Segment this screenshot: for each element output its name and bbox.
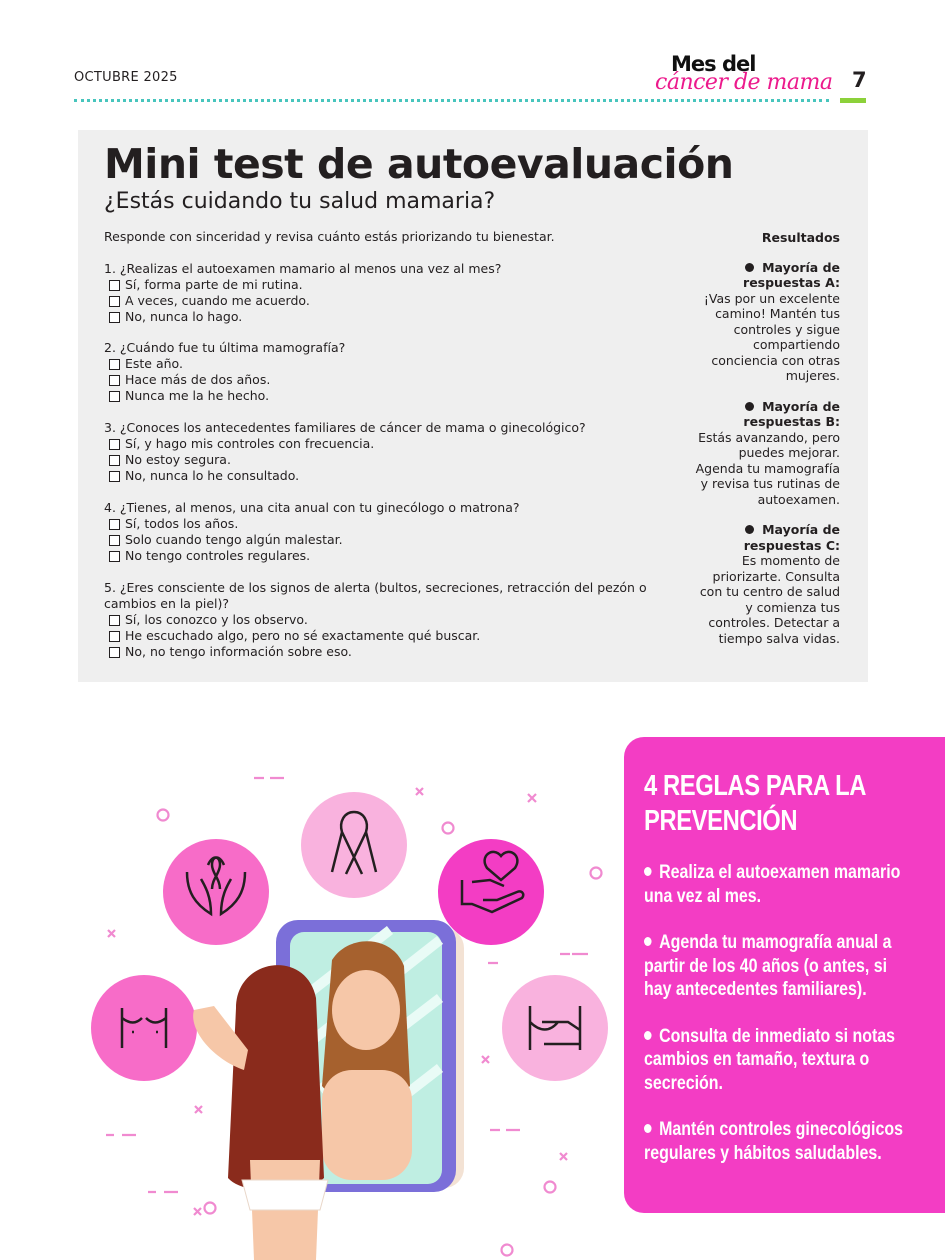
answer-option[interactable]	[104, 452, 654, 468]
checkbox-icon[interactable]	[109, 615, 120, 626]
checkbox-icon[interactable]	[109, 519, 120, 530]
checkbox-icon[interactable]	[109, 375, 120, 386]
bullet-icon	[644, 867, 652, 876]
option-label: No, no tengo información sobre eso.	[125, 644, 352, 659]
rule-item	[644, 1025, 913, 1096]
checkbox-icon[interactable]	[109, 647, 120, 658]
checkbox-icon[interactable]	[109, 359, 120, 370]
checkbox-icon[interactable]	[109, 312, 120, 323]
answer-option[interactable]	[104, 628, 654, 644]
checkbox-icon[interactable]	[109, 439, 120, 450]
checkbox-icon[interactable]	[109, 631, 120, 642]
woman-hair	[228, 965, 324, 1191]
checkbox-icon[interactable]	[109, 551, 120, 562]
result-b	[690, 399, 840, 508]
checkbox-icon[interactable]	[109, 535, 120, 546]
answer-option[interactable]	[104, 612, 654, 628]
section-logo	[655, 52, 833, 102]
result-text: Estás avanzando, pero puedes mejorar. Agenda tu mamografía y revisa tus rutinas de autoexamen.	[695, 429, 840, 507]
header-date: OCTUBRE 2025	[74, 70, 178, 85]
rule-text: Agenda tu mamografía anual a partir de los 40 años (o antes, si hay antecedentes familiares).	[644, 932, 892, 1000]
option-label: A veces, cuando me acuerdo.	[125, 293, 310, 308]
checkbox-icon[interactable]	[109, 296, 120, 307]
checkbox-icon[interactable]	[109, 455, 120, 466]
result-a	[690, 260, 840, 384]
result-heading: Mayoría de respuestas A:	[743, 259, 840, 290]
option-label: Sí, y hago mis controles con frecuencia.	[125, 436, 375, 451]
question-text: 1. ¿Realizas el autoexamen mamario al menos una vez al mes?	[104, 261, 502, 276]
logo-line-2: cáncer de mama	[655, 70, 833, 95]
bullet-icon	[644, 1124, 652, 1133]
bullet-icon	[644, 937, 652, 946]
mirror-illustration	[60, 760, 640, 1260]
answer-option[interactable]	[104, 356, 654, 372]
quiz-subtitle: ¿Estás cuidando tu salud mamaria?	[104, 189, 496, 214]
page-number: 7	[852, 68, 867, 92]
rules-list	[644, 861, 945, 1188]
question-text: 2. ¿Cuándo fue tu última mamografía?	[104, 340, 346, 355]
reflection-face	[332, 970, 400, 1050]
reflection-body	[322, 1070, 412, 1180]
breast-check-icon	[502, 975, 608, 1081]
answer-option[interactable]	[104, 548, 654, 564]
rule-text: Mantén controles ginecológicos regulares y hábitos saludables.	[644, 1119, 903, 1164]
checkbox-icon[interactable]	[109, 280, 120, 291]
option-label: Sí, todos los años.	[125, 516, 239, 531]
option-label: No, nunca lo he consultado.	[125, 468, 300, 483]
question-5	[104, 580, 654, 660]
result-c	[690, 522, 840, 646]
ribbon-icon	[301, 792, 407, 898]
question-3	[104, 420, 654, 484]
answer-option[interactable]	[104, 644, 654, 660]
rules-title: 4 REGLAS PARA LA PREVENCIÓN	[644, 770, 866, 837]
checkbox-icon[interactable]	[109, 471, 120, 482]
prevention-rules-box	[624, 737, 945, 1213]
answer-option[interactable]	[104, 532, 654, 548]
results-panel	[690, 230, 840, 661]
option-label: No tengo controles regulares.	[125, 548, 311, 563]
quiz-title: Mini test de autoevaluación	[104, 140, 734, 188]
results-title: Resultados	[761, 230, 840, 245]
bullet-icon	[745, 263, 754, 272]
answer-option[interactable]	[104, 277, 654, 293]
checkbox-icon[interactable]	[109, 391, 120, 402]
logo-line-1: Mes del	[671, 52, 756, 76]
option-label: Sí, forma parte de mi rutina.	[125, 277, 303, 292]
option-label: Este año.	[125, 356, 183, 371]
option-label: No, nunca lo hago.	[125, 309, 243, 324]
result-text: ¡Vas por un excelente camino! Mantén tus controles y sigue compartiendo conciencia con otras mujeres.	[703, 290, 840, 383]
rule-text: Consulta de inmediato si notas cambios en tamaño, textura o secreción.	[644, 1025, 896, 1094]
option-label: He escuchado algo, pero no sé exactamente qué buscar.	[125, 628, 481, 643]
option-label: Nunca me la he hecho.	[125, 388, 270, 403]
bullet-icon	[745, 402, 754, 411]
hands-ribbon-icon	[163, 839, 269, 945]
question-text: 5. ¿Eres consciente de los signos de alerta (bultos, secreciones, retracción del pezón o cambios en la piel)?	[104, 580, 647, 611]
header-divider	[74, 99, 829, 102]
question-2	[104, 340, 654, 404]
rule-text: Realiza el autoexamen mamario una vez al mes.	[644, 862, 901, 907]
quiz-box	[78, 130, 868, 682]
result-heading: Mayoría de respuestas B:	[743, 398, 840, 429]
answer-option[interactable]	[104, 436, 654, 452]
question-4	[104, 500, 654, 564]
option-label: Sí, los conozco y los observo.	[125, 612, 308, 627]
self-exam-icon	[91, 975, 197, 1081]
page-number-accent	[840, 98, 866, 103]
answer-option[interactable]	[104, 293, 654, 309]
heart-hand-icon	[438, 839, 544, 945]
result-text: Es momento de priorizarte. Consulta con tu centro de salud y comienza tus controles. Detectar a tiempo salva vidas.	[699, 553, 840, 646]
answer-option[interactable]	[104, 468, 654, 484]
bullet-icon	[644, 1031, 652, 1040]
option-label: Hace más de dos años.	[125, 372, 271, 387]
answer-option[interactable]	[104, 516, 654, 532]
woman-underwear	[242, 1180, 328, 1210]
result-heading: Mayoría de respuestas C:	[743, 522, 840, 553]
rule-item	[644, 1118, 913, 1165]
quiz-intro: Responde con sinceridad y revisa cuánto estás priorizando tu bienestar.	[104, 229, 555, 244]
answer-option[interactable]	[104, 372, 654, 388]
question-1	[104, 261, 654, 325]
rule-item	[644, 861, 913, 908]
answer-option[interactable]	[104, 309, 654, 325]
question-text: 3. ¿Conoces los antecedentes familiares de cáncer de mama o ginecológico?	[104, 420, 586, 435]
option-label: Solo cuando tengo algún malestar.	[125, 532, 343, 547]
question-text: 4. ¿Tienes, al menos, una cita anual con tu ginecólogo o matrona?	[104, 500, 520, 515]
bullet-icon	[745, 525, 754, 534]
answer-option[interactable]	[104, 388, 654, 404]
rule-item	[644, 931, 913, 1002]
option-label: No estoy segura.	[125, 452, 231, 467]
